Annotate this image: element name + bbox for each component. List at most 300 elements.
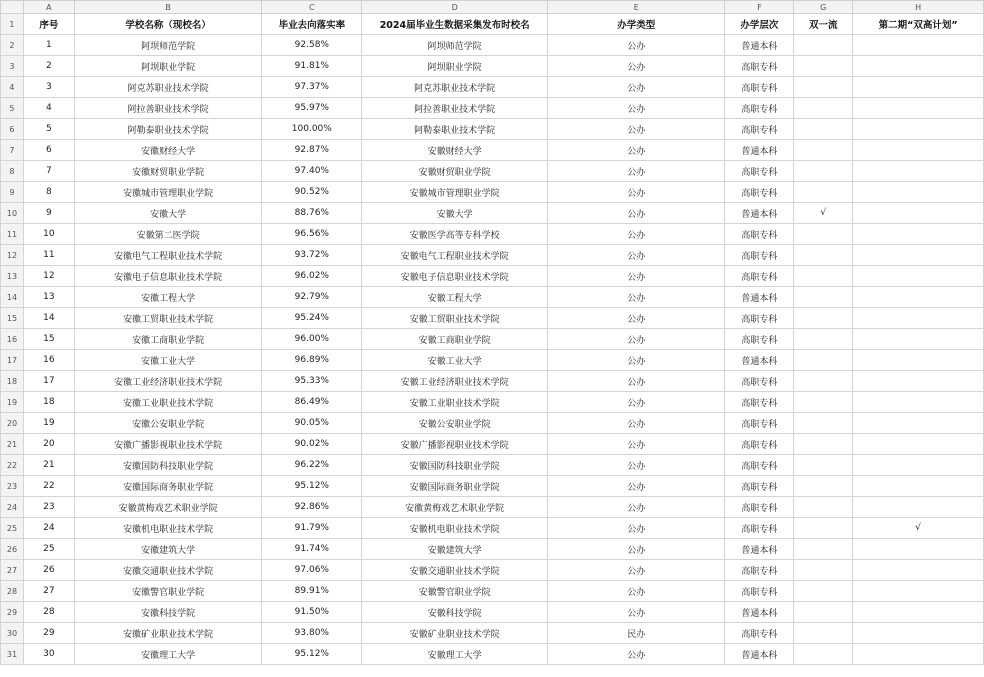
cell-syl[interactable]	[794, 455, 853, 476]
cell-sg[interactable]	[853, 182, 984, 203]
cell-type[interactable]: 公办	[548, 266, 725, 287]
table-row	[1, 560, 984, 581]
cell-syl[interactable]	[794, 140, 853, 161]
cell-pubname[interactable]: 安徽电子信息职业技术学院	[362, 266, 548, 287]
cell-level[interactable]: 高职专科	[725, 329, 794, 350]
cell-type[interactable]: 民办	[548, 623, 725, 644]
cell-pubname[interactable]: 安徽交通职业技术学院	[362, 560, 548, 581]
cell-type[interactable]: 公办	[548, 539, 725, 560]
cell-level[interactable]: 高职专科	[725, 224, 794, 245]
cell-rate[interactable]: 92.58%	[262, 35, 362, 56]
cell-name[interactable]: 安徽建筑大学	[74, 539, 262, 560]
cell-no[interactable]: 28	[23, 602, 74, 623]
cell-name[interactable]: 安徽城市管理职业学院	[74, 182, 262, 203]
row-number[interactable]: 16	[1, 329, 24, 350]
column-header-f[interactable]: F	[725, 1, 794, 14]
column-header-h[interactable]: H	[853, 1, 984, 14]
table-row	[1, 308, 984, 329]
header-cell[interactable]: 学校名称（现校名）	[74, 14, 262, 35]
cell-type[interactable]: 公办	[548, 476, 725, 497]
cell-level[interactable]: 普通本科	[725, 602, 794, 623]
cell-pubname[interactable]: 安徽工程大学	[362, 287, 548, 308]
cell-name[interactable]: 安徽警官职业学院	[74, 581, 262, 602]
row-number[interactable]: 11	[1, 224, 24, 245]
cell-sg[interactable]	[853, 476, 984, 497]
cell-type[interactable]: 公办	[548, 455, 725, 476]
row-number[interactable]: 30	[1, 623, 24, 644]
header-cell[interactable]: 办学类型	[548, 14, 725, 35]
cell-sg[interactable]	[853, 308, 984, 329]
cell-no[interactable]: 29	[23, 623, 74, 644]
cell-sg[interactable]	[853, 623, 984, 644]
cell-sg[interactable]	[853, 119, 984, 140]
cell-level[interactable]: 高职专科	[725, 623, 794, 644]
table-row	[1, 98, 984, 119]
cell-type[interactable]: 公办	[548, 203, 725, 224]
cell-no[interactable]: 22	[23, 476, 74, 497]
cell-sg[interactable]	[853, 455, 984, 476]
column-header-d[interactable]: D	[362, 1, 548, 14]
cell-pubname[interactable]: 安徽大学	[362, 203, 548, 224]
cell-sg[interactable]	[853, 350, 984, 371]
column-header-g[interactable]: G	[794, 1, 853, 14]
cell-rate[interactable]: 96.56%	[262, 224, 362, 245]
cell-rate[interactable]: 89.91%	[262, 581, 362, 602]
cell-sg[interactable]	[853, 77, 984, 98]
cell-rate[interactable]: 86.49%	[262, 392, 362, 413]
cell-sg[interactable]	[853, 35, 984, 56]
cell-pubname[interactable]: 安徽建筑大学	[362, 539, 548, 560]
row-number[interactable]: 6	[1, 119, 24, 140]
cell-level[interactable]: 高职专科	[725, 497, 794, 518]
cell-syl[interactable]	[794, 413, 853, 434]
cell-sg[interactable]	[853, 224, 984, 245]
cell-type[interactable]: 公办	[548, 245, 725, 266]
cell-pubname[interactable]: 阿勒泰职业技术学院	[362, 119, 548, 140]
cell-no[interactable]: 12	[23, 266, 74, 287]
cell-level[interactable]: 普通本科	[725, 140, 794, 161]
cell-name[interactable]: 安徽电气工程职业技术学院	[74, 245, 262, 266]
row-number[interactable]: 13	[1, 266, 24, 287]
cell-pubname[interactable]: 安徽国际商务职业学院	[362, 476, 548, 497]
cell-pubname[interactable]: 安徽财经大学	[362, 140, 548, 161]
table-row	[1, 497, 984, 518]
cell-rate[interactable]: 95.12%	[262, 476, 362, 497]
cell-syl[interactable]	[794, 644, 853, 665]
cell-syl[interactable]	[794, 539, 853, 560]
cell-name[interactable]: 阿坝师范学院	[74, 35, 262, 56]
cell-sg[interactable]	[853, 371, 984, 392]
cell-syl[interactable]	[794, 224, 853, 245]
table-row	[1, 623, 984, 644]
row-number[interactable]: 14	[1, 287, 24, 308]
cell-pubname[interactable]: 安徽财贸职业学院	[362, 161, 548, 182]
cell-rate[interactable]: 96.02%	[262, 266, 362, 287]
column-header-b[interactable]: B	[74, 1, 262, 14]
cell-no[interactable]: 17	[23, 371, 74, 392]
row-number[interactable]: 10	[1, 203, 24, 224]
cell-syl[interactable]	[794, 119, 853, 140]
cell-pubname[interactable]: 阿克苏职业技术学院	[362, 77, 548, 98]
cell-level[interactable]: 高职专科	[725, 98, 794, 119]
cell-rate[interactable]: 91.81%	[262, 56, 362, 77]
cell-pubname[interactable]: 安徽机电职业技术学院	[362, 518, 548, 539]
cell-name[interactable]: 安徽广播影视职业技术学院	[74, 434, 262, 455]
cell-type[interactable]: 公办	[548, 161, 725, 182]
cell-sg[interactable]	[853, 392, 984, 413]
cell-syl[interactable]	[794, 350, 853, 371]
cell-type[interactable]: 公办	[548, 602, 725, 623]
cell-syl[interactable]	[794, 56, 853, 77]
table-row	[1, 581, 984, 602]
row-number[interactable]: 17	[1, 350, 24, 371]
cell-rate[interactable]: 96.00%	[262, 329, 362, 350]
cell-no[interactable]: 10	[23, 224, 74, 245]
cell-syl[interactable]	[794, 35, 853, 56]
cell-name[interactable]: 安徽大学	[74, 203, 262, 224]
cell-pubname[interactable]: 安徽警官职业学院	[362, 581, 548, 602]
cell-name[interactable]: 安徽工程大学	[74, 287, 262, 308]
cell-sg[interactable]	[853, 56, 984, 77]
cell-pubname[interactable]: 安徽城市管理职业学院	[362, 182, 548, 203]
cell-level[interactable]: 高职专科	[725, 119, 794, 140]
cell-name[interactable]: 安徽电子信息职业技术学院	[74, 266, 262, 287]
cell-pubname[interactable]: 安徽医学高等专科学校	[362, 224, 548, 245]
cell-rate[interactable]: 100.00%	[262, 119, 362, 140]
row-number[interactable]: 19	[1, 392, 24, 413]
cell-rate[interactable]: 90.02%	[262, 434, 362, 455]
cell-name[interactable]: 阿克苏职业技术学院	[74, 77, 262, 98]
row-number[interactable]: 4	[1, 77, 24, 98]
cell-pubname[interactable]: 阿拉善职业技术学院	[362, 98, 548, 119]
cell-syl[interactable]	[794, 476, 853, 497]
cell-type[interactable]: 公办	[548, 644, 725, 665]
table-row	[1, 434, 984, 455]
cell-level[interactable]: 高职专科	[725, 560, 794, 581]
select-all-corner[interactable]	[1, 1, 24, 14]
row-number[interactable]: 31	[1, 644, 24, 665]
cell-type[interactable]: 公办	[548, 329, 725, 350]
row-number[interactable]: 21	[1, 434, 24, 455]
column-header-c[interactable]: C	[262, 1, 362, 14]
row-number[interactable]: 1	[1, 14, 24, 35]
cell-sg[interactable]	[853, 98, 984, 119]
cell-type[interactable]: 公办	[548, 413, 725, 434]
cell-type[interactable]: 公办	[548, 371, 725, 392]
cell-no[interactable]: 18	[23, 392, 74, 413]
cell-syl[interactable]	[794, 623, 853, 644]
cell-type[interactable]: 公办	[548, 497, 725, 518]
cell-no[interactable]: 13	[23, 287, 74, 308]
cell-name[interactable]: 安徽矿业职业技术学院	[74, 623, 262, 644]
cell-pubname[interactable]: 安徽理工大学	[362, 644, 548, 665]
cell-pubname[interactable]: 安徽工业经济职业技术学院	[362, 371, 548, 392]
cell-sg[interactable]	[853, 140, 984, 161]
cell-syl[interactable]	[794, 266, 853, 287]
cell-level[interactable]: 高职专科	[725, 308, 794, 329]
cell-sg[interactable]	[853, 539, 984, 560]
table-row	[1, 266, 984, 287]
cell-rate[interactable]: 92.86%	[262, 497, 362, 518]
cell-no[interactable]: 11	[23, 245, 74, 266]
cell-level[interactable]: 高职专科	[725, 245, 794, 266]
cell-no[interactable]: 24	[23, 518, 74, 539]
cell-level[interactable]: 普通本科	[725, 203, 794, 224]
cell-rate[interactable]: 91.50%	[262, 602, 362, 623]
cell-type[interactable]: 公办	[548, 308, 725, 329]
cell-no[interactable]: 1	[23, 35, 74, 56]
cell-no[interactable]: 23	[23, 497, 74, 518]
cell-no[interactable]: 7	[23, 161, 74, 182]
cell-no[interactable]: 21	[23, 455, 74, 476]
column-header-e[interactable]: E	[548, 1, 725, 14]
cell-rate[interactable]: 90.05%	[262, 413, 362, 434]
cell-level[interactable]: 普通本科	[725, 644, 794, 665]
cell-sg[interactable]	[853, 266, 984, 287]
row-number[interactable]: 26	[1, 539, 24, 560]
cell-name[interactable]: 阿坝职业学院	[74, 56, 262, 77]
cell-sg[interactable]	[853, 413, 984, 434]
row-number[interactable]: 20	[1, 413, 24, 434]
cell-rate[interactable]: 90.52%	[262, 182, 362, 203]
cell-name[interactable]: 安徽科技学院	[74, 602, 262, 623]
cell-name[interactable]: 安徽工贸职业技术学院	[74, 308, 262, 329]
cell-sg[interactable]	[853, 497, 984, 518]
cell-rate[interactable]: 91.79%	[262, 518, 362, 539]
cell-pubname[interactable]: 安徽广播影视职业技术学院	[362, 434, 548, 455]
header-cell[interactable]: 序号	[23, 14, 74, 35]
cell-type[interactable]: 公办	[548, 35, 725, 56]
cell-level[interactable]: 高职专科	[725, 266, 794, 287]
cell-level[interactable]: 高职专科	[725, 518, 794, 539]
header-cell[interactable]: 2024届毕业生数据采集发布时校名	[362, 14, 548, 35]
cell-no[interactable]: 25	[23, 539, 74, 560]
cell-level[interactable]: 高职专科	[725, 581, 794, 602]
cell-syl[interactable]	[794, 77, 853, 98]
cell-no[interactable]: 4	[23, 98, 74, 119]
cell-pubname[interactable]: 安徽公安职业学院	[362, 413, 548, 434]
cell-sg[interactable]	[853, 602, 984, 623]
cell-level[interactable]: 高职专科	[725, 455, 794, 476]
cell-no[interactable]: 2	[23, 56, 74, 77]
row-number[interactable]: 5	[1, 98, 24, 119]
cell-name[interactable]: 阿拉善职业技术学院	[74, 98, 262, 119]
cell-type[interactable]: 公办	[548, 119, 725, 140]
cell-sg[interactable]	[853, 434, 984, 455]
cell-rate[interactable]: 93.72%	[262, 245, 362, 266]
cell-no[interactable]: 20	[23, 434, 74, 455]
cell-name[interactable]: 安徽工商职业学院	[74, 329, 262, 350]
row-number[interactable]: 7	[1, 140, 24, 161]
header-cell[interactable]: 双一流	[794, 14, 853, 35]
cell-name[interactable]: 安徽工业职业技术学院	[74, 392, 262, 413]
cell-rate[interactable]: 95.33%	[262, 371, 362, 392]
cell-syl[interactable]	[794, 602, 853, 623]
cell-sg[interactable]: √	[853, 518, 984, 539]
cell-sg[interactable]	[853, 287, 984, 308]
cell-rate[interactable]: 97.06%	[262, 560, 362, 581]
cell-syl[interactable]	[794, 245, 853, 266]
cell-pubname[interactable]: 阿坝师范学院	[362, 35, 548, 56]
row-number[interactable]: 25	[1, 518, 24, 539]
cell-no[interactable]: 26	[23, 560, 74, 581]
cell-name[interactable]: 安徽机电职业技术学院	[74, 518, 262, 539]
cell-no[interactable]: 3	[23, 77, 74, 98]
cell-name[interactable]: 安徽工业大学	[74, 350, 262, 371]
cell-type[interactable]: 公办	[548, 140, 725, 161]
row-number[interactable]: 9	[1, 182, 24, 203]
column-header-row	[1, 1, 984, 14]
table-row	[1, 476, 984, 497]
header-cell[interactable]: 办学层次	[725, 14, 794, 35]
cell-no[interactable]: 8	[23, 182, 74, 203]
cell-pubname[interactable]: 安徽工业职业技术学院	[362, 392, 548, 413]
cell-syl[interactable]	[794, 560, 853, 581]
cell-type[interactable]: 公办	[548, 560, 725, 581]
cell-syl[interactable]	[794, 98, 853, 119]
cell-rate[interactable]: 93.80%	[262, 623, 362, 644]
cell-pubname[interactable]: 安徽矿业职业技术学院	[362, 623, 548, 644]
row-number[interactable]: 8	[1, 161, 24, 182]
cell-syl[interactable]	[794, 434, 853, 455]
cell-rate[interactable]: 96.89%	[262, 350, 362, 371]
table-row	[1, 518, 984, 539]
cell-no[interactable]: 27	[23, 581, 74, 602]
cell-sg[interactable]	[853, 245, 984, 266]
cell-pubname[interactable]: 安徽科技学院	[362, 602, 548, 623]
cell-pubname[interactable]: 安徽黄梅戏艺术职业学院	[362, 497, 548, 518]
row-number[interactable]: 15	[1, 308, 24, 329]
cell-pubname[interactable]: 阿坝职业学院	[362, 56, 548, 77]
cell-name[interactable]: 安徽公安职业学院	[74, 413, 262, 434]
cell-type[interactable]: 公办	[548, 518, 725, 539]
cell-syl[interactable]	[794, 287, 853, 308]
cell-rate[interactable]: 96.22%	[262, 455, 362, 476]
cell-rate[interactable]: 97.40%	[262, 161, 362, 182]
cell-level[interactable]: 高职专科	[725, 392, 794, 413]
column-header-a[interactable]: A	[23, 1, 74, 14]
row-number[interactable]: 2	[1, 35, 24, 56]
cell-type[interactable]: 公办	[548, 287, 725, 308]
cell-syl[interactable]	[794, 518, 853, 539]
cell-name[interactable]: 安徽第二医学院	[74, 224, 262, 245]
cell-type[interactable]: 公办	[548, 434, 725, 455]
cell-name[interactable]: 安徽财经大学	[74, 140, 262, 161]
cell-no[interactable]: 19	[23, 413, 74, 434]
row-number[interactable]: 18	[1, 371, 24, 392]
cell-pubname[interactable]: 安徽工商职业学院	[362, 329, 548, 350]
cell-type[interactable]: 公办	[548, 392, 725, 413]
header-cell[interactable]: 毕业去向落实率	[262, 14, 362, 35]
cell-level[interactable]: 普通本科	[725, 35, 794, 56]
cell-level[interactable]: 高职专科	[725, 161, 794, 182]
cell-syl[interactable]	[794, 329, 853, 350]
row-number[interactable]: 22	[1, 455, 24, 476]
cell-syl[interactable]	[794, 308, 853, 329]
cell-rate[interactable]: 92.87%	[262, 140, 362, 161]
cell-sg[interactable]	[853, 161, 984, 182]
cell-rate[interactable]: 92.79%	[262, 287, 362, 308]
cell-name[interactable]: 安徽交通职业技术学院	[74, 560, 262, 581]
cell-pubname[interactable]: 安徽电气工程职业技术学院	[362, 245, 548, 266]
cell-type[interactable]: 公办	[548, 98, 725, 119]
cell-type[interactable]: 公办	[548, 350, 725, 371]
cell-name[interactable]: 安徽黄梅戏艺术职业学院	[74, 497, 262, 518]
cell-pubname[interactable]: 安徽国防科技职业学院	[362, 455, 548, 476]
cell-level[interactable]: 普通本科	[725, 350, 794, 371]
cell-rate[interactable]: 88.76%	[262, 203, 362, 224]
cell-no[interactable]: 14	[23, 308, 74, 329]
cell-sg[interactable]	[853, 644, 984, 665]
cell-type[interactable]: 公办	[548, 182, 725, 203]
cell-syl[interactable]	[794, 371, 853, 392]
row-number[interactable]: 12	[1, 245, 24, 266]
cell-no[interactable]: 5	[23, 119, 74, 140]
cell-sg[interactable]	[853, 560, 984, 581]
cell-syl[interactable]: √	[794, 203, 853, 224]
cell-syl[interactable]	[794, 392, 853, 413]
row-number[interactable]: 27	[1, 560, 24, 581]
cell-pubname[interactable]: 安徽工业大学	[362, 350, 548, 371]
cell-level[interactable]: 普通本科	[725, 287, 794, 308]
cell-level[interactable]: 高职专科	[725, 371, 794, 392]
row-number[interactable]: 24	[1, 497, 24, 518]
cell-syl[interactable]	[794, 182, 853, 203]
row-number[interactable]: 28	[1, 581, 24, 602]
cell-rate[interactable]: 95.12%	[262, 644, 362, 665]
cell-syl[interactable]	[794, 161, 853, 182]
cell-syl[interactable]	[794, 497, 853, 518]
cell-name[interactable]: 安徽理工大学	[74, 644, 262, 665]
cell-level[interactable]: 普通本科	[725, 539, 794, 560]
cell-sg[interactable]	[853, 203, 984, 224]
cell-level[interactable]: 高职专科	[725, 413, 794, 434]
cell-type[interactable]: 公办	[548, 56, 725, 77]
cell-level[interactable]: 高职专科	[725, 182, 794, 203]
cell-sg[interactable]	[853, 329, 984, 350]
cell-name[interactable]: 安徽工业经济职业技术学院	[74, 371, 262, 392]
cell-name[interactable]: 阿勒泰职业技术学院	[74, 119, 262, 140]
header-cell[interactable]: 第二期“双高计划”	[853, 14, 984, 35]
cell-no[interactable]: 6	[23, 140, 74, 161]
cell-type[interactable]: 公办	[548, 77, 725, 98]
row-number[interactable]: 23	[1, 476, 24, 497]
cell-type[interactable]: 公办	[548, 224, 725, 245]
row-number[interactable]: 29	[1, 602, 24, 623]
cell-level[interactable]: 高职专科	[725, 56, 794, 77]
cell-pubname[interactable]: 安徽工贸职业技术学院	[362, 308, 548, 329]
row-number[interactable]: 3	[1, 56, 24, 77]
cell-rate[interactable]: 95.24%	[262, 308, 362, 329]
cell-no[interactable]: 30	[23, 644, 74, 665]
cell-name[interactable]: 安徽国防科技职业学院	[74, 455, 262, 476]
header-row	[1, 14, 984, 35]
cell-level[interactable]: 高职专科	[725, 476, 794, 497]
cell-level[interactable]: 高职专科	[725, 77, 794, 98]
cell-level[interactable]: 高职专科	[725, 434, 794, 455]
cell-rate[interactable]: 91.74%	[262, 539, 362, 560]
cell-syl[interactable]	[794, 581, 853, 602]
cell-name[interactable]: 安徽国际商务职业学院	[74, 476, 262, 497]
cell-rate[interactable]: 95.97%	[262, 98, 362, 119]
cell-no[interactable]: 9	[23, 203, 74, 224]
cell-no[interactable]: 15	[23, 329, 74, 350]
cell-type[interactable]: 公办	[548, 581, 725, 602]
cell-name[interactable]: 安徽财贸职业学院	[74, 161, 262, 182]
cell-sg[interactable]	[853, 581, 984, 602]
cell-rate[interactable]: 97.37%	[262, 77, 362, 98]
cell-no[interactable]: 16	[23, 350, 74, 371]
